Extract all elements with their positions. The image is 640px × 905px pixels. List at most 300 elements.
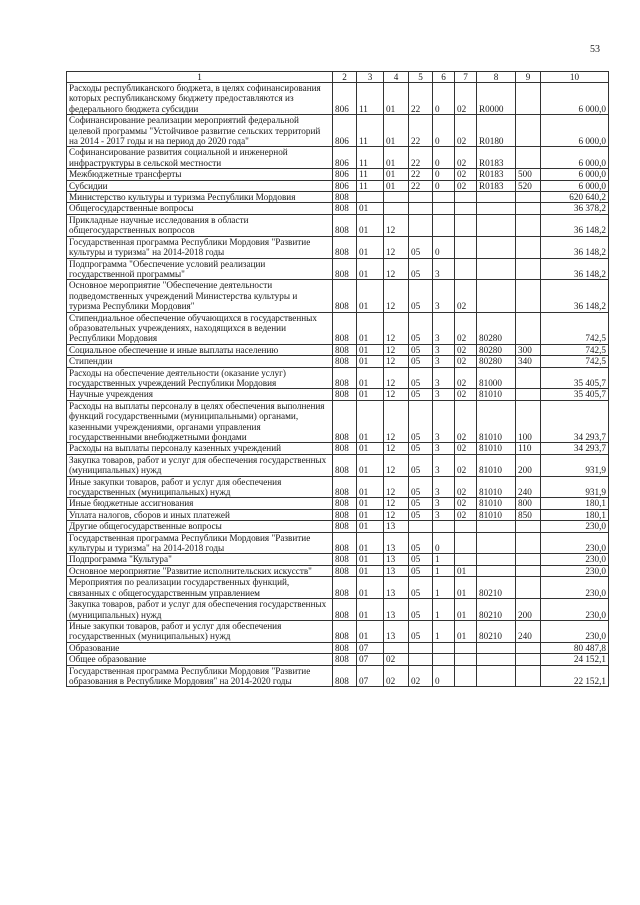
code-cell: 05 [409,454,433,476]
code-cell: 05 [409,498,433,509]
code-cell: 3 [433,498,455,509]
code-cell: 520 [516,180,541,191]
code-cell: 13 [384,521,409,532]
code-cell: 01 [455,620,477,642]
table-row [67,356,609,367]
code-cell: 3 [433,280,455,312]
code-cell [384,192,409,203]
table-row [67,367,609,389]
code-cell: 01 [357,565,384,576]
table-row [67,620,609,642]
code-cell: 1 [433,577,455,599]
code-cell: 05 [409,476,433,498]
table-row [67,476,609,498]
code-cell: 01 [357,389,384,400]
code-cell: 12 [384,367,409,389]
amount-cell: 36 148,2 [541,214,609,236]
code-cell: 1 [433,554,455,565]
amount-cell: 36 148,2 [541,258,609,280]
code-cell: 01 [357,599,384,621]
code-cell [477,192,516,203]
code-cell: 806 [333,169,357,180]
table-row [67,554,609,565]
code-cell [516,280,541,312]
row-name-cell: Другие общегосударственные вопросы [67,521,333,532]
code-cell [516,312,541,344]
code-cell [516,654,541,665]
code-cell: 01 [357,280,384,312]
code-cell: 01 [357,554,384,565]
code-cell: 81000 [477,367,516,389]
amount-cell: 24 152,1 [541,654,609,665]
code-cell: 05 [409,367,433,389]
table-row [67,532,609,554]
amount-cell: 35 405,7 [541,389,609,400]
code-cell: 01 [384,180,409,191]
code-cell: 200 [516,599,541,621]
code-cell: 12 [384,498,409,509]
code-cell: 05 [409,344,433,355]
code-cell [516,147,541,169]
code-cell: 3 [433,344,455,355]
table-row [67,509,609,520]
table-row [67,344,609,355]
code-cell: 808 [333,620,357,642]
code-cell [477,565,516,576]
code-cell: 02 [455,400,477,443]
code-cell: 3 [433,356,455,367]
code-cell: 81010 [477,476,516,498]
row-name-cell: Иные закупки товаров, работ и услуг для обеспечения государственных (муниципальных) нужд [67,620,333,642]
code-cell: 01 [357,577,384,599]
code-cell: 0 [433,83,455,115]
code-cell [433,654,455,665]
code-cell [409,192,433,203]
code-cell: 0 [433,169,455,180]
code-cell [455,532,477,554]
code-cell: 81010 [477,389,516,400]
code-cell: 80280 [477,312,516,344]
code-cell: 808 [333,654,357,665]
code-cell: 01 [357,214,384,236]
code-cell [516,203,541,214]
table-row [67,454,609,476]
code-cell: 11 [357,180,384,191]
code-cell [477,236,516,258]
code-cell: 240 [516,476,541,498]
code-cell: 0 [433,180,455,191]
code-cell: 808 [333,665,357,687]
row-name-cell: Государственная программа Республики Мордовия "Развитие культуры и туризма" на 2014-2018 годы [67,532,333,554]
table-row [67,599,609,621]
code-cell: 02 [455,312,477,344]
code-cell: 02 [455,443,477,454]
table-row [67,169,609,180]
code-cell: 808 [333,532,357,554]
amount-cell: 6 000,0 [541,169,609,180]
code-cell: 13 [384,577,409,599]
code-cell: 01 [357,367,384,389]
code-cell: 12 [384,236,409,258]
code-cell: 808 [333,642,357,653]
row-name-cell: Иные закупки товаров, работ и услуг для обеспечения государственных (муниципальных) нужд [67,476,333,498]
budget-table [66,71,609,687]
code-cell: 0 [433,665,455,687]
code-cell [477,214,516,236]
code-cell [477,258,516,280]
code-cell: 808 [333,476,357,498]
amount-cell: 230,0 [541,620,609,642]
code-cell [455,258,477,280]
code-cell: 12 [384,344,409,355]
row-name-cell: Закупка товаров, работ и услуг для обеспечения государственных (муниципальных) нужд [67,599,333,621]
row-name-cell: Подпрограмма "Обеспечение условий реализации государственной программы" [67,258,333,280]
row-name-cell: Министерство культуры и туризма Республики Мордовия [67,192,333,203]
amount-cell: 34 293,7 [541,443,609,454]
row-name-cell: Мероприятия по реализации государственных функций, связанных с общегосударственным управлением [67,577,333,599]
code-cell [477,642,516,653]
code-cell: 02 [455,356,477,367]
code-cell: 80210 [477,620,516,642]
code-cell: 12 [384,258,409,280]
code-cell: 808 [333,203,357,214]
code-cell [516,389,541,400]
code-cell: 02 [455,476,477,498]
code-cell: 808 [333,192,357,203]
row-name-cell: Иные бюджетные ассигнования [67,498,333,509]
column-header: 6 [433,72,455,83]
code-cell: 300 [516,344,541,355]
table-row [67,214,609,236]
code-cell: 01 [357,620,384,642]
row-name-cell: Софинансирование развития социальной и инженерной инфраструктуры в сельской местности [67,147,333,169]
amount-cell: 22 152,1 [541,665,609,687]
code-cell: 3 [433,476,455,498]
code-cell: 13 [384,532,409,554]
code-cell: 12 [384,280,409,312]
code-cell: 02 [384,654,409,665]
code-cell: 81010 [477,454,516,476]
amount-cell: 6 000,0 [541,147,609,169]
row-name-cell: Прикладные научные исследования в области общегосударственных вопросов [67,214,333,236]
code-cell: 01 [357,258,384,280]
amount-cell: 36 148,2 [541,280,609,312]
code-cell: 850 [516,509,541,520]
column-header: 7 [455,72,477,83]
code-cell: 02 [455,169,477,180]
table-row [67,192,609,203]
code-cell: 01 [357,203,384,214]
amount-cell: 931,9 [541,454,609,476]
code-cell: 808 [333,577,357,599]
code-cell [409,203,433,214]
row-name-cell: Социальное обеспечение и иные выплаты населению [67,344,333,355]
code-cell [455,554,477,565]
code-cell: 05 [409,509,433,520]
code-cell [433,521,455,532]
amount-cell: 230,0 [541,577,609,599]
code-cell: 12 [384,389,409,400]
row-name-cell: Научные учреждения [67,389,333,400]
table-row [67,83,609,115]
code-cell: 3 [433,312,455,344]
table-row [67,443,609,454]
code-cell: 01 [455,565,477,576]
column-header: 8 [477,72,516,83]
code-cell [477,521,516,532]
code-cell [455,642,477,653]
code-cell: 01 [384,147,409,169]
code-cell: 07 [357,654,384,665]
amount-cell: 230,0 [541,532,609,554]
code-cell: 13 [384,620,409,642]
code-cell [477,554,516,565]
code-cell: 806 [333,83,357,115]
row-name-cell: Основное мероприятие "Развитие исполнительских искусств" [67,565,333,576]
code-cell: 05 [409,236,433,258]
code-cell [409,521,433,532]
code-cell: 3 [433,367,455,389]
code-cell: 02 [455,344,477,355]
code-cell: 80280 [477,344,516,355]
code-cell [477,532,516,554]
row-name-cell: Расходы на обеспечение деятельности (оказание услуг) государственных учреждений Республики Мордовия [67,367,333,389]
code-cell: 0 [433,532,455,554]
amount-cell: 36 148,2 [541,236,609,258]
code-cell: 05 [409,312,433,344]
code-cell: 02 [409,665,433,687]
code-cell [477,654,516,665]
code-cell [384,642,409,653]
code-cell: 240 [516,620,541,642]
code-cell [455,214,477,236]
amount-cell: 230,0 [541,565,609,576]
code-cell: 110 [516,443,541,454]
code-cell: 12 [384,509,409,520]
code-cell: 02 [455,115,477,147]
amount-cell: 742,5 [541,356,609,367]
code-cell: 01 [357,476,384,498]
code-cell [516,554,541,565]
code-cell: R0183 [477,147,516,169]
code-cell [516,236,541,258]
code-cell: 808 [333,454,357,476]
code-cell: 80210 [477,577,516,599]
code-cell: 01 [357,400,384,443]
code-cell: 808 [333,389,357,400]
code-cell [516,258,541,280]
code-cell [455,654,477,665]
table-row [67,203,609,214]
code-cell: 01 [357,509,384,520]
amount-cell: 742,5 [541,312,609,344]
code-cell: 12 [384,454,409,476]
code-cell: 02 [455,147,477,169]
code-cell: 02 [455,180,477,191]
table-row [67,280,609,312]
code-cell [409,214,433,236]
code-cell: 22 [409,115,433,147]
code-cell: 13 [384,565,409,576]
code-cell: 808 [333,367,357,389]
table-row [67,642,609,653]
table-row [67,521,609,532]
code-cell [455,665,477,687]
amount-cell: 6 000,0 [541,180,609,191]
code-cell: 808 [333,258,357,280]
code-cell: 01 [384,169,409,180]
code-cell: 12 [384,443,409,454]
code-cell: 500 [516,169,541,180]
code-cell [477,280,516,312]
code-cell: 1 [433,599,455,621]
code-cell: 05 [409,554,433,565]
code-cell: 80210 [477,599,516,621]
code-cell [516,532,541,554]
code-cell: 0 [433,147,455,169]
code-cell: 81010 [477,400,516,443]
code-cell: 01 [357,236,384,258]
code-cell: 02 [455,389,477,400]
code-cell: 05 [409,400,433,443]
code-cell: 13 [384,599,409,621]
table-row [67,654,609,665]
code-cell [455,203,477,214]
code-cell [455,236,477,258]
column-header: 10 [541,72,609,83]
code-cell: 81010 [477,443,516,454]
code-cell: 05 [409,280,433,312]
code-cell: 808 [333,236,357,258]
code-cell [433,192,455,203]
code-cell: 808 [333,344,357,355]
row-name-cell: Стипендии [67,356,333,367]
code-cell: 01 [357,521,384,532]
code-cell: 05 [409,577,433,599]
code-cell: 01 [357,532,384,554]
code-cell [516,214,541,236]
code-cell: 05 [409,620,433,642]
row-name-cell: Расходы на выплаты персоналу в целях обеспечения выполнения функций государственными (муниципальными) органами, казенными учреждениями, органами управления государственными внебюджетными фондами [67,400,333,443]
code-cell: 81010 [477,509,516,520]
code-cell: 05 [409,565,433,576]
code-cell: 3 [433,389,455,400]
row-name-cell: Основное мероприятие "Обеспечение деятельности подведомственных учреждений Министерства культуры и туризма Республики Мордовия" [67,280,333,312]
table-row [67,565,609,576]
table-row [67,400,609,443]
code-cell: 800 [516,498,541,509]
amount-cell: 230,0 [541,554,609,565]
code-cell [433,203,455,214]
code-cell: 05 [409,356,433,367]
code-cell: 81010 [477,498,516,509]
code-cell: 22 [409,169,433,180]
table-row [67,180,609,191]
code-cell: R0183 [477,169,516,180]
code-cell: 02 [384,665,409,687]
row-name-cell: Общегосударственные вопросы [67,203,333,214]
amount-cell: 35 405,7 [541,367,609,389]
row-name-cell: Уплата налогов, сборов и иных платежей [67,509,333,520]
code-cell: 3 [433,509,455,520]
code-cell [477,665,516,687]
amount-cell: 180,1 [541,498,609,509]
row-name-cell: Субсидии [67,180,333,191]
code-cell: 80280 [477,356,516,367]
code-cell: 01 [357,312,384,344]
row-name-cell: Стипендиальное обеспечение обучающихся в государственных образовательных учреждениях, находящихся в ведении Республики Мордовия [67,312,333,344]
code-cell: 01 [455,599,477,621]
code-cell [516,665,541,687]
code-cell: 22 [409,147,433,169]
code-cell: R0180 [477,115,516,147]
code-cell: 11 [357,83,384,115]
row-name-cell: Межбюджетные трансферты [67,169,333,180]
amount-cell: 36 378,2 [541,203,609,214]
row-name-cell: Закупка товаров, работ и услуг для обеспечения государственных (муниципальных) нужд [67,454,333,476]
amount-cell: 742,5 [541,344,609,355]
code-cell [455,521,477,532]
code-cell: 12 [384,400,409,443]
page-number: 53 [590,44,600,55]
code-cell [516,577,541,599]
code-cell [409,654,433,665]
row-name-cell: Государственная программа Республики Мордовия "Развитие культуры и туризма" на 2014-2018 годы [67,236,333,258]
row-name-cell: Подпрограмма "Культура" [67,554,333,565]
code-cell: 0 [433,115,455,147]
code-cell: 806 [333,180,357,191]
row-name-cell: Расходы на выплаты персоналу казенных учреждений [67,443,333,454]
code-cell: 11 [357,169,384,180]
code-cell: 808 [333,400,357,443]
code-cell: 07 [357,642,384,653]
amount-cell: 34 293,7 [541,400,609,443]
code-cell [516,83,541,115]
code-cell [516,521,541,532]
table-row [67,665,609,687]
code-cell: 02 [455,367,477,389]
column-header: 4 [384,72,409,83]
code-cell: 05 [409,532,433,554]
code-cell: 808 [333,280,357,312]
code-cell: 100 [516,400,541,443]
code-cell: 808 [333,312,357,344]
amount-cell: 180,1 [541,509,609,520]
code-cell: 22 [409,83,433,115]
code-cell [455,192,477,203]
code-cell: 01 [357,454,384,476]
code-cell: R0183 [477,180,516,191]
row-name-cell: Расходы республиканского бюджета, в целях софинансирования которых республиканскому бюджету предоставляются из федерального бюджета субсидии [67,83,333,115]
code-cell: 340 [516,356,541,367]
code-cell: 806 [333,147,357,169]
amount-cell: 230,0 [541,521,609,532]
code-cell: 12 [384,214,409,236]
table-row [67,312,609,344]
code-cell: 05 [409,599,433,621]
code-cell: 808 [333,509,357,520]
code-cell: 12 [384,312,409,344]
table-row [67,258,609,280]
amount-cell: 620 640,2 [541,192,609,203]
code-cell: 02 [455,509,477,520]
column-header: 5 [409,72,433,83]
code-cell [409,642,433,653]
row-name-cell: Софинансирование реализации мероприятий федеральной целевой программы "Устойчивое развитие сельских территорий на 2014 - 2017 годы и на период до 2020 года" [67,115,333,147]
code-cell: R0000 [477,83,516,115]
table-row [67,389,609,400]
code-cell: 07 [357,665,384,687]
